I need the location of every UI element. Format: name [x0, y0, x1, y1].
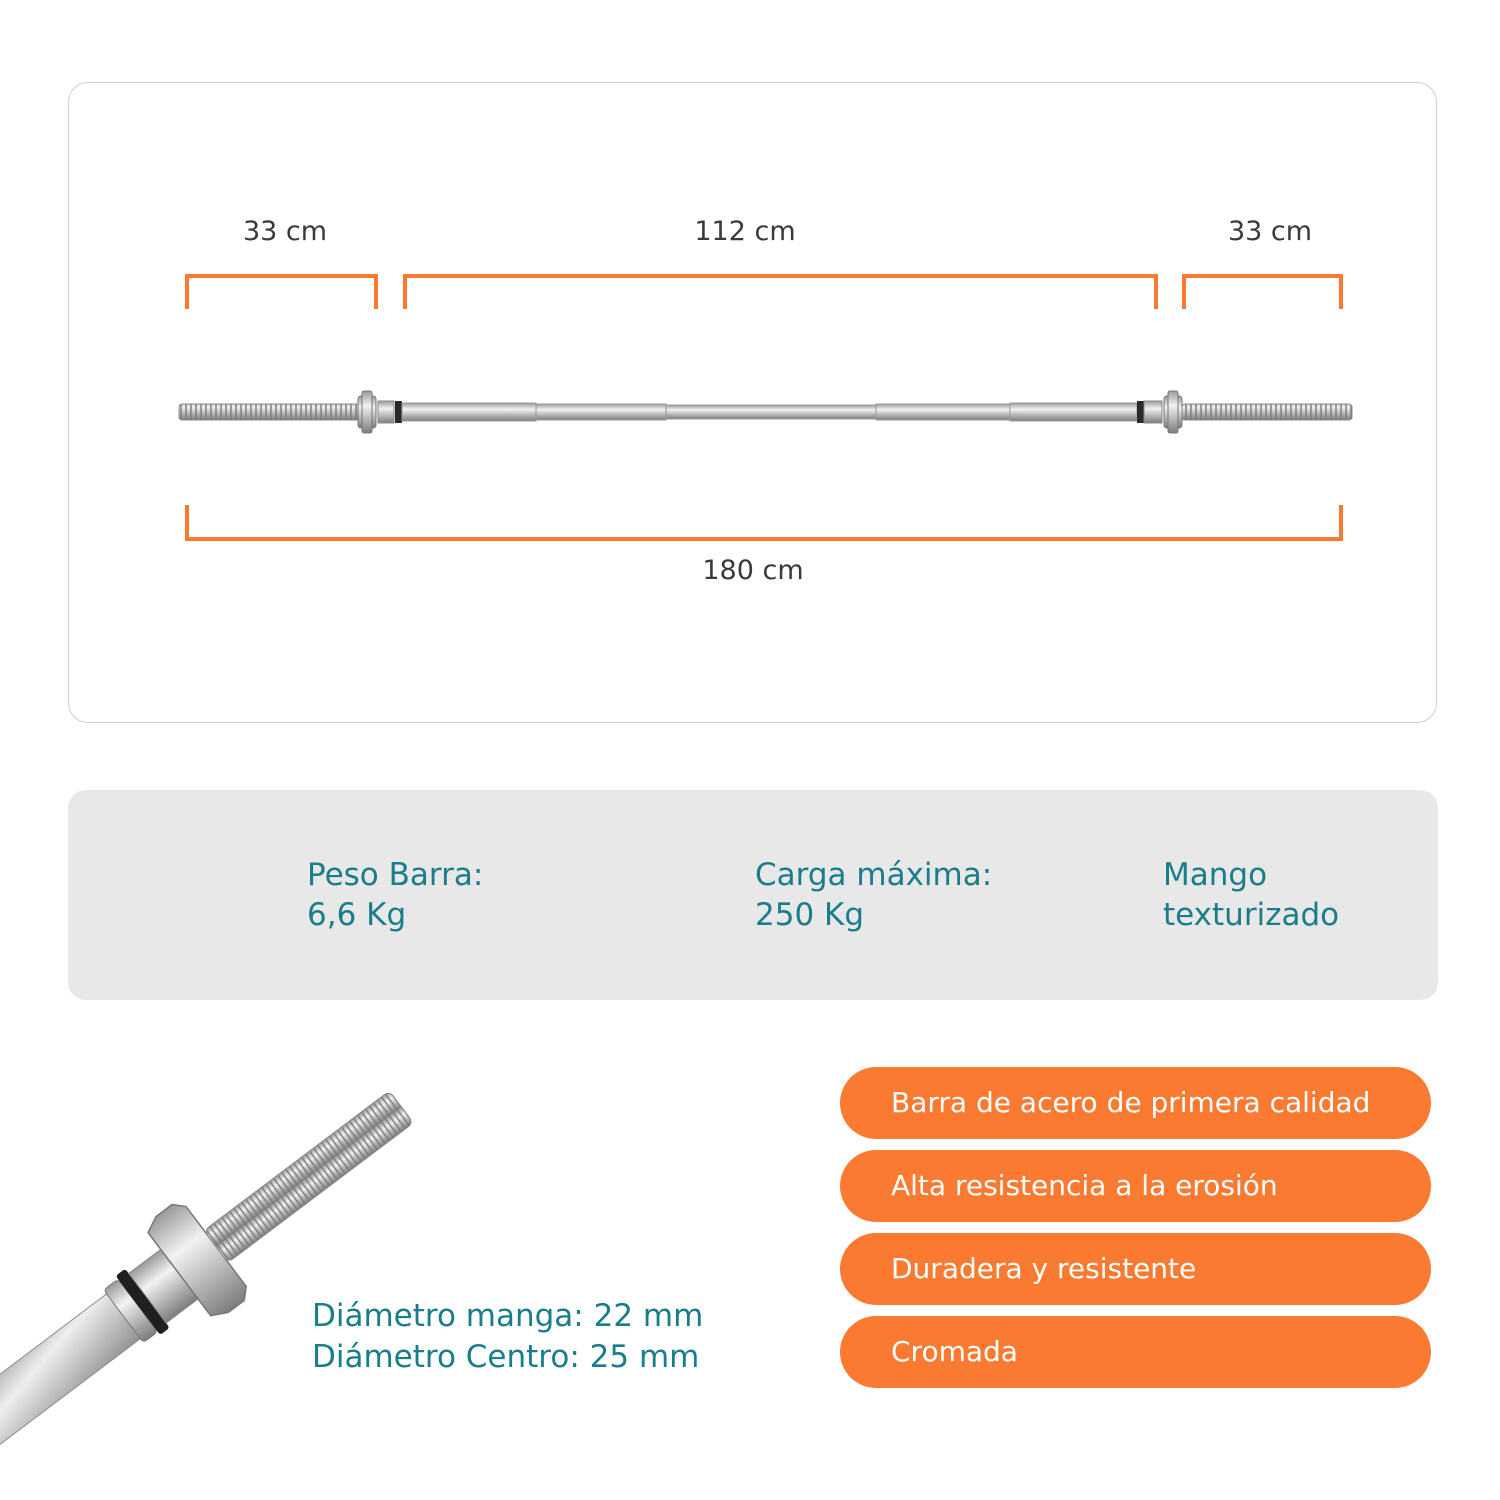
- total-length: 180 cm: [702, 555, 804, 586]
- spec-max-load-label: Carga máxima:: [755, 857, 993, 893]
- feature-pill-quality: Barra de acero de primera calidad: [840, 1067, 1431, 1139]
- feature-pill-durable: Duradera y resistente: [840, 1233, 1431, 1305]
- spec-weight-value: 6,6 Kg: [307, 897, 407, 933]
- spec-max-load: [755, 855, 992, 935]
- left-sleeve-length: 33 cm: [242, 216, 328, 247]
- center-length: 112 cm: [694, 216, 796, 247]
- spec-max-load-value: 250 Kg: [755, 897, 865, 933]
- spec-handle-line1: Mango: [1163, 857, 1268, 893]
- spec-weight-label: Peso Barra:: [307, 857, 484, 893]
- center-diameter: Diámetro Centro: 25 mm: [312, 1339, 700, 1375]
- spec-handle-line2: texturizado: [1163, 897, 1340, 933]
- right-sleeve-length: 33 cm: [1227, 216, 1313, 247]
- feature-pill-chrome: Cromada: [840, 1316, 1431, 1388]
- spec-weight: [307, 855, 483, 935]
- center-bracket: [405, 276, 1156, 309]
- total-bracket: [187, 505, 1341, 539]
- left-sleeve-bracket: [187, 276, 376, 309]
- diameter-info: [312, 1296, 703, 1378]
- right-sleeve-bracket: [1184, 276, 1341, 309]
- sleeve-diameter: Diámetro manga: 22 mm: [312, 1298, 704, 1334]
- feature-pill-erosion: Alta resistencia a la erosión: [840, 1150, 1431, 1222]
- spec-handle: [1163, 855, 1339, 935]
- bar-closeup: [0, 1059, 438, 1500]
- barbell: [179, 391, 1352, 433]
